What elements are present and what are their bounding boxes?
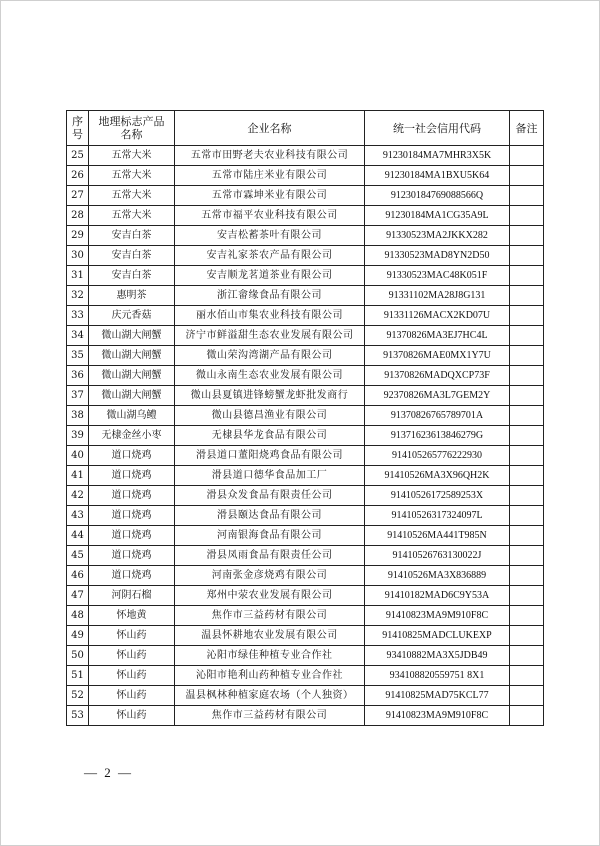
cell-no: 47 <box>67 586 89 606</box>
cell-code: 91410526MA441T985N <box>365 526 510 546</box>
cell-no: 46 <box>67 566 89 586</box>
cell-product: 庆元香菇 <box>89 306 175 326</box>
cell-remark <box>510 706 544 726</box>
registry-table <box>66 110 544 726</box>
table-row <box>67 466 544 486</box>
cell-code: 91410823MA9M910F8C <box>365 606 510 626</box>
table-row <box>67 246 544 266</box>
cell-remark <box>510 546 544 566</box>
cell-remark <box>510 446 544 466</box>
cell-no: 32 <box>67 286 89 306</box>
cell-no: 40 <box>67 446 89 466</box>
cell-no: 29 <box>67 226 89 246</box>
cell-code: 91370826MADQXCP73F <box>365 366 510 386</box>
cell-remark <box>510 626 544 646</box>
cell-company: 沁阳市绿佳种植专业合作社 <box>175 646 365 666</box>
cell-no: 33 <box>67 306 89 326</box>
table-header-row <box>67 111 544 146</box>
header-code: 统一社会信用代码 <box>365 111 510 146</box>
table-row <box>67 566 544 586</box>
cell-company: 滑县颐达食品有限公司 <box>175 506 365 526</box>
cell-no: 37 <box>67 386 89 406</box>
cell-company: 微山县德昌渔业有限公司 <box>175 406 365 426</box>
cell-remark <box>510 326 544 346</box>
cell-company: 安吉礼家茶农产品有限公司 <box>175 246 365 266</box>
cell-code: 91230184MA1BXU5K64 <box>365 166 510 186</box>
table-row <box>67 206 544 226</box>
cell-no: 30 <box>67 246 89 266</box>
cell-product: 怀山药 <box>89 626 175 646</box>
table-row <box>67 486 544 506</box>
cell-company: 五常市田野老夫农业科技有限公司 <box>175 146 365 166</box>
cell-code: 93410882MA3X5JDB49 <box>365 646 510 666</box>
cell-company: 济宁市鲜溢甜生态农业发展有限公司 <box>175 326 365 346</box>
cell-remark <box>510 286 544 306</box>
cell-code: 91330523MAC48K051F <box>365 266 510 286</box>
cell-company: 滑县道口德华食品加工厂 <box>175 466 365 486</box>
cell-product: 道口烧鸡 <box>89 526 175 546</box>
cell-remark <box>510 386 544 406</box>
cell-code: 92370826MA3L7GEM2Y <box>365 386 510 406</box>
cell-company: 滑县道口董阳烧鸡食品有限公司 <box>175 446 365 466</box>
cell-remark <box>510 606 544 626</box>
table-row <box>67 386 544 406</box>
cell-remark <box>510 266 544 286</box>
cell-code: 91230184MA1CG35A9L <box>365 206 510 226</box>
cell-remark <box>510 426 544 446</box>
table-row <box>67 446 544 466</box>
cell-remark <box>510 686 544 706</box>
cell-no: 45 <box>67 546 89 566</box>
header-company: 企业名称 <box>175 111 365 146</box>
cell-company: 五常市福平农业科技有限公司 <box>175 206 365 226</box>
cell-no: 48 <box>67 606 89 626</box>
cell-company: 微山永南生态农业发展有限公司 <box>175 366 365 386</box>
cell-no: 43 <box>67 506 89 526</box>
table-row <box>67 146 544 166</box>
cell-company: 温县怀耕地农业发展有限公司 <box>175 626 365 646</box>
cell-code: 91410825MAD75KCL77 <box>365 686 510 706</box>
cell-product: 怀山药 <box>89 686 175 706</box>
cell-code: 91331126MACX2KD07U <box>365 306 510 326</box>
cell-product: 微山湖乌鳢 <box>89 406 175 426</box>
table-row <box>67 546 544 566</box>
cell-product: 道口烧鸡 <box>89 486 175 506</box>
table-row <box>67 686 544 706</box>
cell-no: 38 <box>67 406 89 426</box>
table-row <box>67 186 544 206</box>
cell-no: 50 <box>67 646 89 666</box>
table-row <box>67 366 544 386</box>
cell-remark <box>510 246 544 266</box>
cell-product: 河阴石榴 <box>89 586 175 606</box>
table-row <box>67 706 544 726</box>
cell-product: 道口烧鸡 <box>89 466 175 486</box>
cell-company: 河南张金彦烧鸡有限公司 <box>175 566 365 586</box>
cell-company: 安吉顺龙茗道茶业有限公司 <box>175 266 365 286</box>
table-row <box>67 326 544 346</box>
cell-no: 42 <box>67 486 89 506</box>
cell-company: 郑州中荥农业发展有限公司 <box>175 586 365 606</box>
cell-remark <box>510 146 544 166</box>
table-row <box>67 286 544 306</box>
cell-no: 49 <box>67 626 89 646</box>
cell-remark <box>510 186 544 206</box>
cell-remark <box>510 566 544 586</box>
cell-product: 道口烧鸡 <box>89 546 175 566</box>
cell-company: 滑县凤雨食品有限责任公司 <box>175 546 365 566</box>
cell-remark <box>510 646 544 666</box>
cell-remark <box>510 466 544 486</box>
header-remark: 备注 <box>510 111 544 146</box>
table-row <box>67 166 544 186</box>
cell-code: 934108820559751 8X1 <box>365 666 510 686</box>
cell-code: 91410823MA9M910F8C <box>365 706 510 726</box>
table-row <box>67 666 544 686</box>
cell-company: 沁阳市艳利山药种植专业合作社 <box>175 666 365 686</box>
table-row <box>67 526 544 546</box>
cell-no: 25 <box>67 146 89 166</box>
cell-code: 91230184MA7MHR3X5K <box>365 146 510 166</box>
table-row <box>67 406 544 426</box>
cell-company: 无棣县华龙食品有限公司 <box>175 426 365 446</box>
cell-code: 91330523MAD8YN2D50 <box>365 246 510 266</box>
cell-no: 41 <box>67 466 89 486</box>
cell-code: 91370826765789701A <box>365 406 510 426</box>
cell-company: 丽水佰山市集农业科技有限公司 <box>175 306 365 326</box>
cell-remark <box>510 226 544 246</box>
cell-company: 五常市陆庄米业有限公司 <box>175 166 365 186</box>
cell-no: 53 <box>67 706 89 726</box>
cell-remark <box>510 306 544 326</box>
table-row <box>67 266 544 286</box>
cell-remark <box>510 486 544 506</box>
cell-remark <box>510 366 544 386</box>
table-body <box>67 146 544 726</box>
cell-no: 39 <box>67 426 89 446</box>
cell-product: 安吉白茶 <box>89 246 175 266</box>
cell-code: 914105265776222930 <box>365 446 510 466</box>
cell-product: 怀山药 <box>89 666 175 686</box>
cell-code: 91410526317324097L <box>365 506 510 526</box>
cell-product: 道口烧鸡 <box>89 566 175 586</box>
cell-code: 91371623613846279G <box>365 426 510 446</box>
cell-remark <box>510 206 544 226</box>
cell-product: 微山湖大闸蟹 <box>89 386 175 406</box>
cell-code: 91230184769088566Q <box>365 186 510 206</box>
cell-remark <box>510 666 544 686</box>
cell-company: 安吉松蓄茶叶有限公司 <box>175 226 365 246</box>
cell-code: 91410526MA3X96QH2K <box>365 466 510 486</box>
cell-product: 道口烧鸡 <box>89 446 175 466</box>
cell-product: 五常大米 <box>89 186 175 206</box>
table-row <box>67 226 544 246</box>
cell-code: 91410526763130022J <box>365 546 510 566</box>
cell-no: 26 <box>67 166 89 186</box>
cell-no: 36 <box>67 366 89 386</box>
cell-code: 91410182MAD6C9Y53A <box>365 586 510 606</box>
cell-company: 焦作市三益药材有限公司 <box>175 606 365 626</box>
cell-no: 28 <box>67 206 89 226</box>
cell-no: 51 <box>67 666 89 686</box>
cell-product: 怀山药 <box>89 706 175 726</box>
cell-company: 五常市霖坤米业有限公司 <box>175 186 365 206</box>
cell-no: 31 <box>67 266 89 286</box>
cell-remark <box>510 526 544 546</box>
cell-no: 27 <box>67 186 89 206</box>
cell-company: 微山荣沟湾湖产品有限公司 <box>175 346 365 366</box>
cell-code: 91330523MA2JKKX282 <box>365 226 510 246</box>
cell-company: 河南银海食品有限公司 <box>175 526 365 546</box>
cell-code: 91410526MA3X836889 <box>365 566 510 586</box>
cell-no: 44 <box>67 526 89 546</box>
cell-product: 五常大米 <box>89 146 175 166</box>
cell-product: 道口烧鸡 <box>89 506 175 526</box>
cell-code: 91410526172589253X <box>365 486 510 506</box>
cell-code: 91370826MAE0MX1Y7U <box>365 346 510 366</box>
cell-remark <box>510 586 544 606</box>
header-no: 序号 <box>67 111 89 146</box>
cell-code: 91410825MADCLUKEXP <box>365 626 510 646</box>
cell-product: 微山湖大闸蟹 <box>89 366 175 386</box>
cell-product: 惠明茶 <box>89 286 175 306</box>
table-row <box>67 646 544 666</box>
cell-product: 微山湖大闸蟹 <box>89 346 175 366</box>
cell-code: 91331102MA28J8G131 <box>365 286 510 306</box>
cell-no: 34 <box>67 326 89 346</box>
cell-company: 浙江畲缘食品有限公司 <box>175 286 365 306</box>
table-row <box>67 426 544 446</box>
cell-company: 焦作市三益药材有限公司 <box>175 706 365 726</box>
cell-product: 安吉白茶 <box>89 226 175 246</box>
cell-product: 五常大米 <box>89 206 175 226</box>
cell-code: 91370826MA3EJ7HC4L <box>365 326 510 346</box>
table-row <box>67 506 544 526</box>
cell-product: 安吉白茶 <box>89 266 175 286</box>
page-number: — 2 — <box>84 765 133 780</box>
cell-remark <box>510 166 544 186</box>
table-row <box>67 606 544 626</box>
cell-product: 怀山药 <box>89 646 175 666</box>
cell-product: 五常大米 <box>89 166 175 186</box>
cell-product: 微山湖大闸蟹 <box>89 326 175 346</box>
header-product: 地理标志产品名称 <box>89 111 175 146</box>
cell-product: 无棣金丝小枣 <box>89 426 175 446</box>
table-row <box>67 306 544 326</box>
cell-company: 微山县夏镇进锋螃蟹龙虾批发商行 <box>175 386 365 406</box>
table-row <box>67 626 544 646</box>
cell-company: 滑县众发食品有限责任公司 <box>175 486 365 506</box>
cell-remark <box>510 346 544 366</box>
cell-remark <box>510 506 544 526</box>
cell-no: 52 <box>67 686 89 706</box>
table-row <box>67 346 544 366</box>
cell-remark <box>510 406 544 426</box>
cell-company: 温县枫林种植家庭农场（个人独资） <box>175 686 365 706</box>
cell-product: 怀地黄 <box>89 606 175 626</box>
table-row <box>67 586 544 606</box>
cell-no: 35 <box>67 346 89 366</box>
